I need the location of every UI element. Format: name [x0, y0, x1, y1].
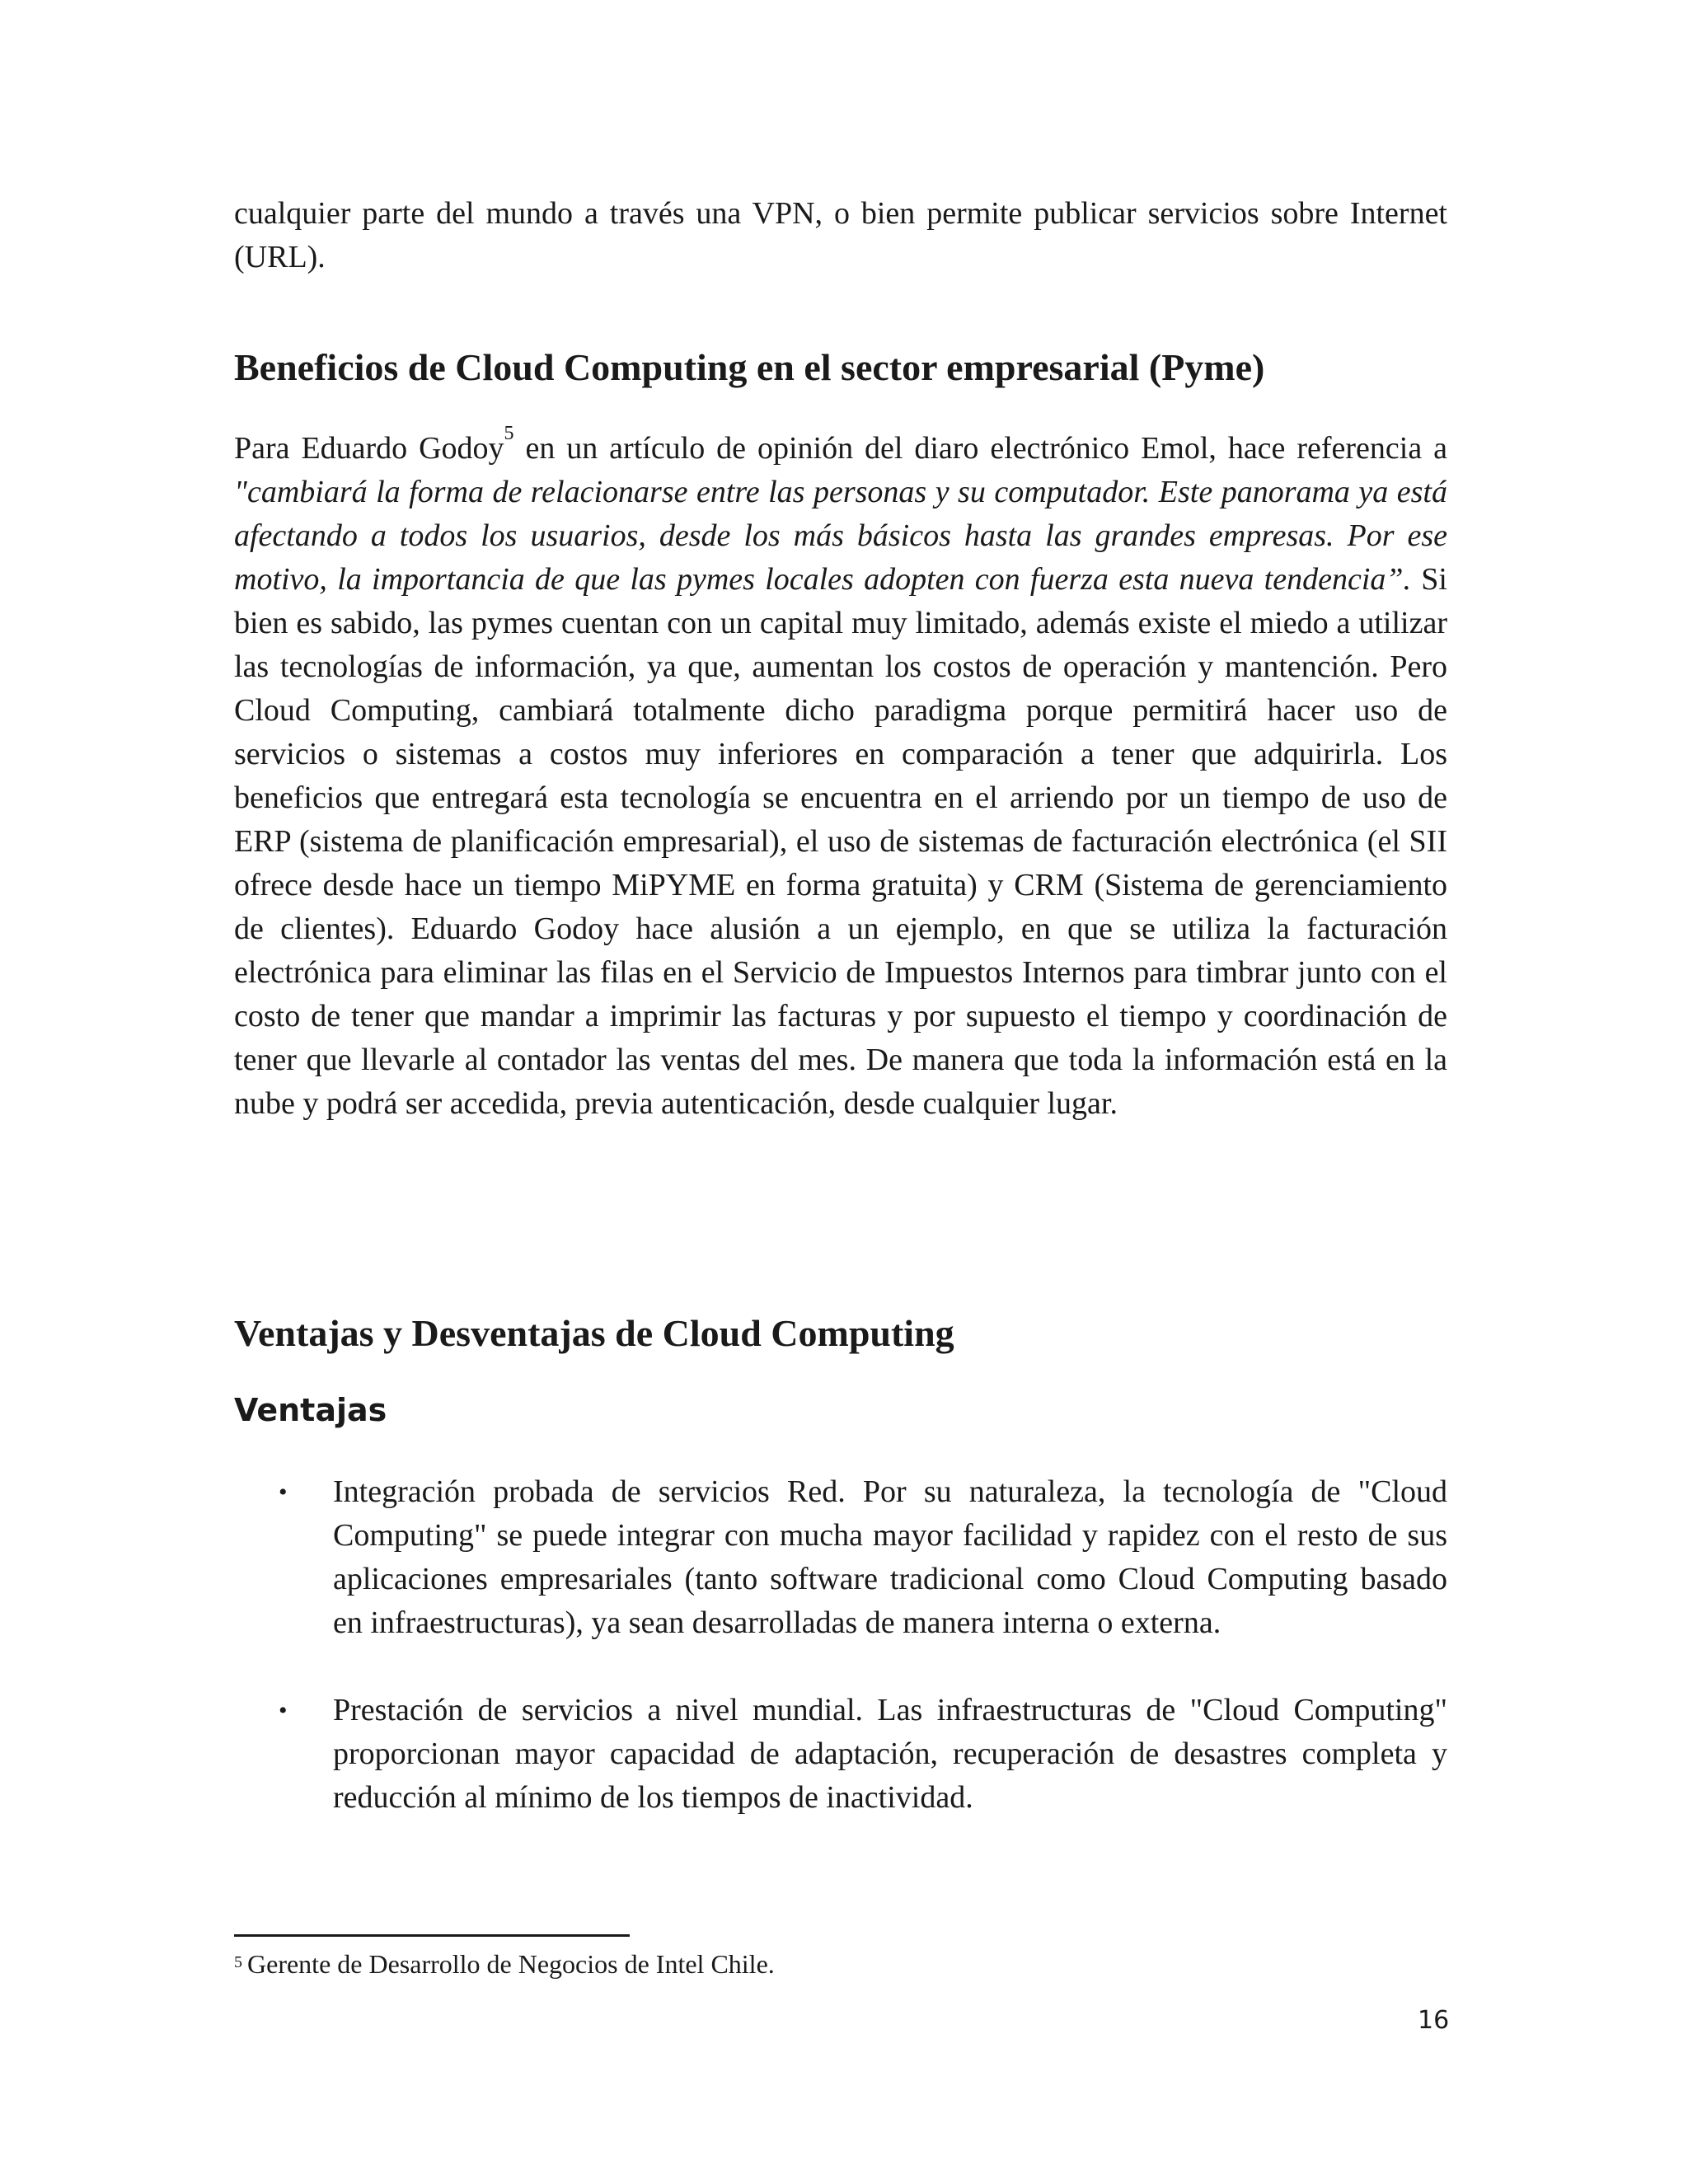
benefits-paragraph-start: Para Eduardo Godoy	[234, 431, 504, 466]
bullet-marker: •	[279, 1479, 288, 1506]
section-benefits	[234, 344, 1447, 391]
benefits-paragraph	[234, 423, 1447, 1126]
intro-block	[234, 192, 1447, 279]
intro-paragraph: cualquier parte del mundo a través una VPN, o bien permite publicar servicios sobre Internet (URL).	[234, 196, 1447, 274]
footnote	[234, 1947, 775, 1980]
footnote-text: Gerente de Desarrollo de Negocios de Intel Chile.	[247, 1949, 775, 1979]
list-item-text: Integración probada de servicios Red. Por su naturaleza, la tecnología de "Cloud Computing" se puede integrar con mucha mayor facilidad y rapidez con el resto de sus aplicaciones empresariales (tanto software tradicional como Cloud Computing basado en infraestructuras), ya sean desarrolladas de manera interna o externa.	[333, 1474, 1447, 1640]
advantages-list	[234, 1470, 1447, 1820]
benefits-paragraph-rest: Si bien es sabido, las pymes cuentan con un capital muy limitado, además existe el miedo a utilizar las tecnologías de información, ya que, aumentan los costos de operación y mantención. Pero Cloud Computing, cambiará totalmente dicho paradigma porque permitirá hacer uso de servicios o sistemas a costos muy inferiores en comparación a tener que adquirirla. Los beneficios que entregará esta tecnología se encuentra en el arriendo por un tiempo de uso de ERP (sistema de planificación empresarial), el uso de sistemas de facturación electrónica (el SII ofrece desde hace un tiempo MiPYME en forma gratuita) y CRM (Sistema de gerenciamiento de clientes). Eduardo Godoy hace alusión a un ejemplo, en que se utiliza la facturación electrónica para eliminar las filas en el Servicio de Impuestos Internos para timbrar junto con el costo de tener que mandar a imprimir las facturas y por supuesto el tiempo y coordinación de tener que llevarle al contador las ventas del mes. De manera que toda la información está en la nube y podrá ser accedida, previa autenticación, desde cualquier lugar.	[234, 562, 1447, 1121]
footnote-separator	[234, 1934, 630, 1937]
subsection-advantages	[234, 1390, 1447, 1430]
section-heading-pros-cons: Ventajas y Desventajas de Cloud Computing	[234, 1312, 954, 1354]
list-item	[234, 1470, 1447, 1645]
bullet-marker: •	[279, 1697, 288, 1724]
section-pros-cons	[234, 1310, 1447, 1357]
benefits-paragraph-lead: en un artículo de opinión del diaro electrónico Emol, hace referencia a	[513, 431, 1447, 466]
section-heading-benefits: Beneficios de Cloud Computing en el sector empresarial (Pyme)	[234, 346, 1265, 388]
footnote-reference: 5	[504, 423, 514, 444]
subsection-heading-advantages: Ventajas	[234, 1392, 387, 1428]
advantages-list-block	[234, 1470, 1447, 1863]
footnote-number: 5	[234, 1953, 242, 1971]
list-item	[234, 1689, 1447, 1820]
list-item-text: Prestación de servicios a nivel mundial. Las infraestructuras de "Cloud Computing" proporcionan mayor capacidad de adaptación, recuperación de desastres completa y reducción al mínimo de los tiempos de inactividad.	[333, 1693, 1447, 1815]
benefits-paragraph-block	[234, 423, 1447, 1126]
benefits-quote: "cambiará la forma de relacionarse entre las personas y su computador. Este panorama ya está afectando a todos los usuarios, desde los más básicos hasta las grandes empresas. Por ese motivo, la importancia de que las pymes locales adopten con fuerza esta nueva tendencia”.	[234, 475, 1447, 597]
page-number: 16	[1418, 2006, 1450, 2035]
